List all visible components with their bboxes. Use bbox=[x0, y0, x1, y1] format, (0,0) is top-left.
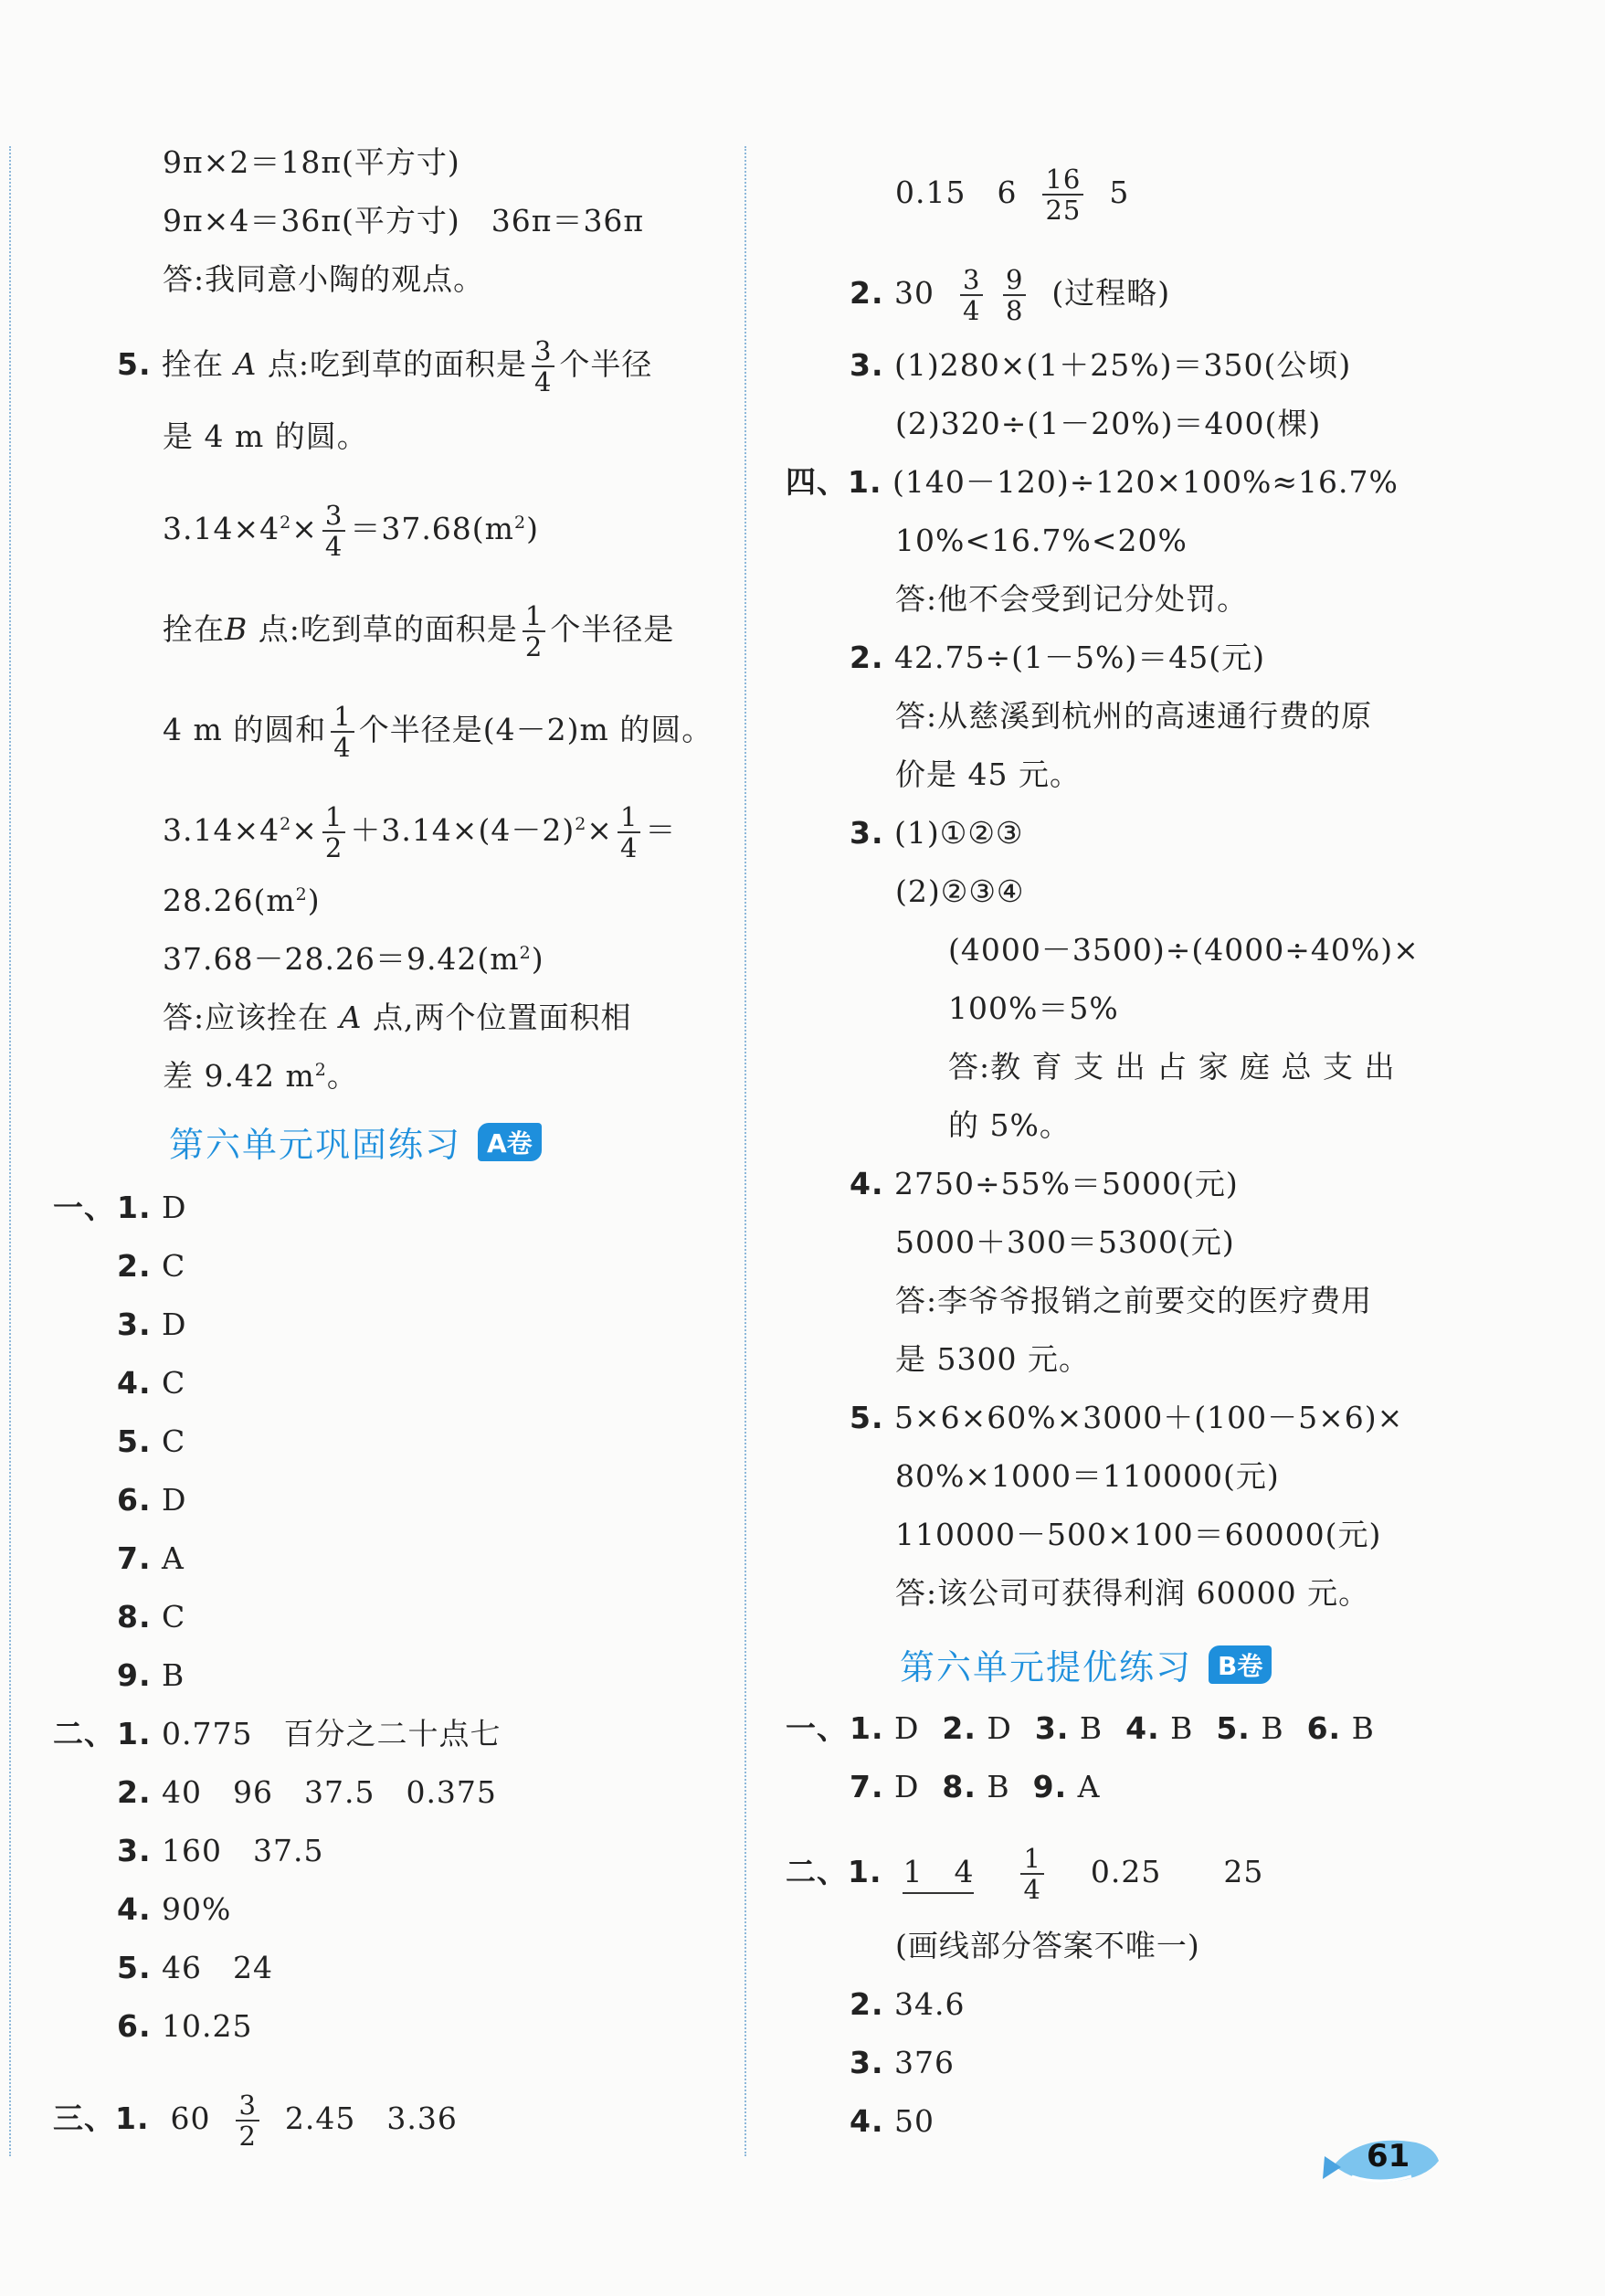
question-number: 3. bbox=[117, 1307, 152, 1342]
question-number: 9. bbox=[117, 1657, 152, 1693]
answer-text: D bbox=[883, 1769, 920, 1804]
answer-text: 10.25 bbox=[151, 2008, 253, 2044]
text-line: 答:我同意小陶的观点。 bbox=[163, 261, 485, 297]
text-line: 2. 42.75÷(1－5%)＝45(元) bbox=[850, 640, 1265, 675]
mc-answer bbox=[117, 1599, 185, 1635]
fill-answer bbox=[117, 2008, 252, 2045]
question-number: 7. bbox=[117, 1540, 152, 1576]
answer-text: D bbox=[883, 1710, 920, 1746]
fraction: $\frac{1}{4}$ bbox=[331, 702, 354, 762]
text-line: 9π×4＝36π(平方寸) 36π＝36π bbox=[163, 203, 645, 238]
fraction: $\frac{1}{2}$ bbox=[523, 601, 545, 661]
fraction: $\frac{1}{4}$ bbox=[618, 802, 640, 862]
question-number: 2. bbox=[919, 1710, 977, 1746]
question-number: 9. bbox=[1009, 1769, 1068, 1804]
section-title-text: 第六单元巩固练习 bbox=[169, 1125, 462, 1165]
text-line: 5000＋300＝5300(元) bbox=[895, 1224, 1235, 1260]
question-number: 2. bbox=[117, 1774, 152, 1810]
formula-line: $3.14\times 4^2\times$ $\frac{3}{4}$ $=37.68(m^2)$ bbox=[163, 500, 539, 562]
point-a: A bbox=[234, 346, 258, 382]
fill-answer bbox=[117, 1891, 231, 1928]
text-line: 答:他不会受到记分处罚。 bbox=[895, 581, 1249, 617]
text-line: (2)320÷(1－20%)＝400(棵) bbox=[895, 406, 1322, 441]
fraction: $\frac{3}{4}$ bbox=[322, 501, 345, 561]
answer-text: D bbox=[151, 1307, 187, 1342]
mc-answer bbox=[117, 1657, 185, 1694]
text-line: 答:李爷爷报销之前要交的医疗费用 bbox=[895, 1283, 1373, 1318]
mc-answer-row bbox=[850, 1710, 1375, 1747]
text: 个半径 bbox=[559, 346, 653, 382]
question-number: 2. bbox=[850, 1986, 884, 2022]
fill-answer bbox=[117, 1774, 497, 1811]
text-line: $28.26(m^2)$ bbox=[163, 883, 321, 918]
text-line: 差 9.42 $m^2$。 bbox=[163, 1058, 358, 1094]
question-number: 1. bbox=[117, 1716, 152, 1751]
text-line: (画线部分答案不唯一) bbox=[895, 1928, 1200, 1963]
answer-text: D bbox=[151, 1482, 187, 1518]
answer-text: 0.775 百分之二十点七 bbox=[151, 1716, 502, 1751]
page-number: 61 bbox=[1367, 2138, 1410, 2174]
question-number: 5. bbox=[1193, 1710, 1251, 1746]
mc-answer bbox=[117, 1307, 186, 1343]
part-label: 一、 bbox=[53, 1190, 115, 1225]
answer-text: 90% bbox=[151, 1891, 232, 1927]
answer-text: D bbox=[151, 1190, 187, 1225]
text-line: 3. (1)①②③ bbox=[850, 815, 1024, 851]
mc-answer bbox=[117, 1365, 185, 1402]
text-line: $37.68-28.26=9.42(m^2)$ bbox=[163, 941, 544, 977]
question-number: 5. bbox=[117, 1423, 152, 1459]
text-line: 答:从慈溪到杭州的高速通行费的原 bbox=[895, 698, 1373, 734]
text-line: 4. 2750÷55%＝5000(元) bbox=[850, 1166, 1239, 1201]
b-answer bbox=[850, 2045, 955, 2081]
formula-line: $3.14\times 4^2\times$ $\frac{1}{2}$ $+3.14\times(4-2)^2\times$ $\frac{1}{4}$ ＝ bbox=[163, 801, 677, 863]
left-margin-divider bbox=[9, 146, 11, 2156]
mc-answer-row bbox=[850, 1769, 1101, 1805]
question-number: 6. bbox=[117, 2008, 152, 2044]
fill-answer bbox=[117, 1833, 323, 1869]
question-number: 6. bbox=[1283, 1710, 1342, 1746]
answer-text: C bbox=[151, 1599, 186, 1635]
answer-text: C bbox=[151, 1248, 186, 1284]
text-line: 9π×2＝18π(平方寸) bbox=[163, 144, 460, 180]
text-line: 答:教 育 支 出 占 家 庭 总 支 出 bbox=[948, 1049, 1396, 1085]
answer-text: B bbox=[1069, 1710, 1103, 1746]
answer-text: C bbox=[151, 1423, 186, 1459]
text-line: 3. (1)280×(1＋25%)＝350(公顷) bbox=[850, 347, 1352, 383]
section-title-text: 第六单元提优练习 bbox=[900, 1647, 1193, 1688]
text-line: 是 5300 元。 bbox=[895, 1341, 1090, 1377]
text-line: 的 5%。 bbox=[948, 1107, 1071, 1143]
mc-answer bbox=[117, 1248, 185, 1285]
b-answer bbox=[850, 2103, 934, 2140]
text-line: (2)②③④ bbox=[895, 873, 1025, 909]
text-line: 0.15 6 $\frac{16}{25}$ 5 bbox=[895, 164, 1130, 226]
question-number: 4. bbox=[1103, 1710, 1160, 1746]
fraction: $\frac{1}{4}$ bbox=[1020, 1844, 1043, 1904]
question-number: 7. bbox=[850, 1769, 884, 1804]
question-number: 1. bbox=[850, 1710, 884, 1746]
mc-answer bbox=[117, 1482, 186, 1518]
mc-answer bbox=[117, 1423, 185, 1460]
answer-text: B bbox=[1250, 1710, 1284, 1746]
text-line: 5. 5×6×60%×3000＋(100－5×6)× bbox=[850, 1400, 1404, 1435]
answer-text: B bbox=[151, 1657, 185, 1693]
text-line: 100%＝5% bbox=[948, 990, 1119, 1026]
text-line: 110000－500×100＝60000(元) bbox=[895, 1517, 1382, 1552]
answer-text: 40 96 37.5 0.375 bbox=[151, 1774, 497, 1810]
answer-text: B bbox=[1159, 1710, 1194, 1746]
question-number: 4. bbox=[117, 1891, 152, 1927]
question-number: 3. bbox=[850, 2045, 884, 2080]
part-label: 一、 bbox=[786, 1710, 848, 1746]
question-number: 8. bbox=[919, 1769, 977, 1804]
text-line: 答:该公司可获得利润 60000 元。 bbox=[895, 1575, 1370, 1611]
question-5-line bbox=[117, 336, 652, 397]
text-line: 4 m 的圆和 $\frac{1}{4}$ 个半径是(4－2)m 的圆。 bbox=[163, 701, 713, 763]
part-label: 二、 bbox=[53, 1716, 115, 1751]
question-number: 4. bbox=[850, 2103, 884, 2139]
answer-text: 50 bbox=[883, 2103, 934, 2139]
answer-text: B bbox=[976, 1769, 1010, 1804]
text-line: 10%<16.7%<20% bbox=[895, 523, 1188, 558]
question-number: 8. bbox=[117, 1599, 152, 1635]
text: 点:吃到草的面积是 bbox=[257, 346, 527, 382]
question-number: 2. bbox=[117, 1248, 152, 1284]
question-number: 3. bbox=[117, 1833, 152, 1868]
question-number: 1. bbox=[117, 1190, 152, 1225]
text: 拴在 bbox=[162, 346, 224, 382]
fill-answer bbox=[117, 1950, 273, 1986]
mc-answer bbox=[117, 1540, 185, 1577]
text-line: 是 4 m 的圆。 bbox=[163, 418, 368, 454]
answer-text: 376 bbox=[883, 2045, 955, 2080]
fraction: $\frac{9}{8}$ bbox=[1003, 265, 1026, 325]
question-number: 5. bbox=[117, 1950, 152, 1985]
answer-text: D bbox=[976, 1710, 1012, 1746]
part3-line: 三、1. 60 $\frac{3}{2}$ 2.45 3.36 bbox=[53, 2090, 458, 2152]
underlined-answer: 1 4 bbox=[903, 1854, 974, 1894]
fraction: $\frac{3}{4}$ bbox=[532, 336, 554, 397]
answer-text: 46 24 bbox=[151, 1950, 273, 1985]
fraction: $\frac{1}{2}$ bbox=[322, 802, 345, 862]
text-line: 二、1. 1 4 $\frac{1}{4}$ 0.25 25 bbox=[786, 1843, 1264, 1905]
text-line: 四、1. (140－120)÷120×100%≈16.7% bbox=[786, 464, 1399, 500]
question-number: 5. bbox=[117, 346, 152, 382]
text-line: 价是 45 元。 bbox=[895, 757, 1081, 792]
b-answer bbox=[850, 1986, 965, 2023]
badge-a: A卷 bbox=[478, 1123, 542, 1161]
answer-text: 34.6 bbox=[883, 1986, 966, 2022]
answer-text: C bbox=[151, 1365, 186, 1401]
text-line: (4000－3500)÷(4000÷40%)× bbox=[948, 932, 1420, 968]
section-title-a bbox=[169, 1116, 542, 1167]
answer-text: A bbox=[1067, 1769, 1101, 1804]
answer-text: 160 37.5 bbox=[151, 1833, 324, 1868]
text-line: 2. 30 $\frac{3}{4}$ $\frac{9}{8}$ (过程略) bbox=[850, 264, 1171, 326]
text-line: 80%×1000＝110000(元) bbox=[895, 1458, 1280, 1494]
answer-text: B bbox=[1341, 1710, 1375, 1746]
question-number: 6. bbox=[117, 1482, 152, 1518]
question-number: 3. bbox=[1011, 1710, 1070, 1746]
text-line: 拴在B 点:吃到草的面积是 $\frac{1}{2}$ 个半径是 bbox=[163, 600, 675, 662]
fraction: $\frac{16}{25}$ bbox=[1042, 164, 1083, 225]
section-title-b bbox=[900, 1639, 1272, 1689]
point-b: B bbox=[225, 611, 248, 647]
badge-b: B卷 bbox=[1209, 1645, 1272, 1684]
fraction: $\frac{3}{2}$ bbox=[236, 2090, 259, 2151]
fill-answer bbox=[117, 1716, 501, 1752]
mc-answer bbox=[117, 1190, 186, 1226]
text-line: 答:应该拴在 A 点,两个位置面积相 bbox=[163, 1000, 632, 1035]
column-divider bbox=[744, 146, 746, 2156]
question-number: 4. bbox=[117, 1365, 152, 1401]
fraction: $\frac{3}{4}$ bbox=[960, 265, 983, 325]
answer-text: A bbox=[151, 1540, 185, 1576]
